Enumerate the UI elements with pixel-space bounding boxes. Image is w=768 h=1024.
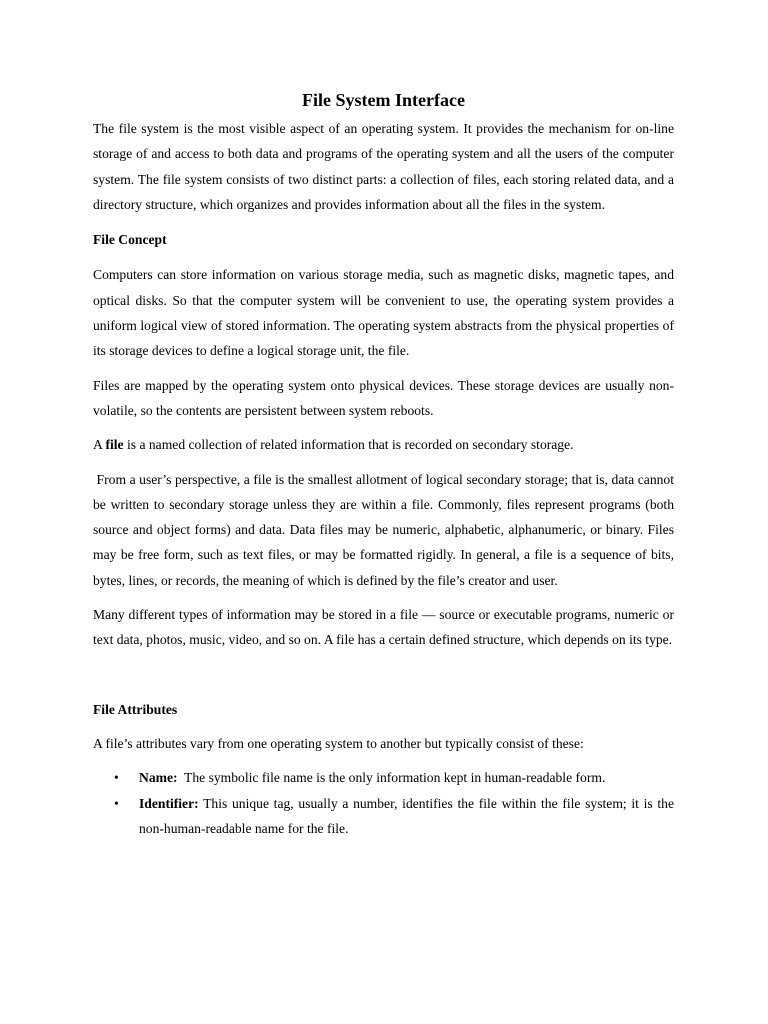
file-concept-paragraph-4: From a user’s perspective, a file is the smallest allotment of logical secondary storage; that is, data cannot be written to secondary storage unless they are within a file. Commonly, files represent programs (both source and object forms) and data. Data files may be numeric, alphabetic, alphanumeric, or binary. Files may be free form, such as text files, or may be formatted rigidly. In general, a file is a sequence of bits, bytes, lines, or records, the meaning of which is defined by the file’s creator and user. [93, 471, 674, 588]
attribute-description: The symbolic file name is the only information kept in human-readable form. [177, 770, 606, 786]
file-concept-paragraph-2: Files are mapped by the operating system onto physical devices. These storage devices are usually non-volatile, so the contents are persistent between system reboots. [93, 377, 674, 418]
bullet-icon: • [114, 795, 119, 811]
attribute-term: Name: [139, 770, 178, 786]
bullet-icon: • [114, 770, 119, 786]
file-concept-paragraph-1: Computers can store information on various storage media, such as magnetic disks, magnetic tapes, and optical disks. So that the computer system will be convenient to use, the operating system provides a uniform logical view of stored information. The operating system abstracts from the physical properties of its storage devices to define a logical storage unit, the file. [93, 267, 674, 359]
attribute-term: Identifier: [139, 795, 199, 811]
file-concept-heading: File Concept [93, 232, 167, 248]
file-definition-term: file [105, 437, 124, 453]
attribute-list [93, 765, 674, 841]
list-item [93, 791, 674, 842]
page-title: File System Interface [302, 90, 465, 110]
file-definition-paragraph [93, 432, 674, 457]
file-definition-prefix: A [93, 437, 106, 453]
file-attributes-heading: File Attributes [93, 701, 178, 717]
file-definition-text: is a named collection of related information that is recorded on secondary storage. [123, 437, 574, 453]
document-page [93, 88, 674, 841]
file-concept-paragraph-5: Many different types of information may be stored in a file — source or executable programs, numeric or text data, photos, music, video, and so on. A file has a certain defined structure, which depends on its type. [93, 607, 674, 648]
attribute-description: This unique tag, usually a number, identifies the file within the file system; it is the non-human-readable name for the file. [139, 795, 674, 836]
list-item [93, 765, 674, 790]
intro-paragraph: The file system is the most visible aspect of an operating system. It provides the mechanism for on-line storage of and access to both data and programs of the operating system and all the users of the computer system. The file system consists of two distinct parts: a collection of files, each storing related data, and a directory structure, which organizes and provides information about all the files in the system. [93, 121, 674, 212]
file-attributes-intro: A file’s attributes vary from one operating system to another but typically consist of these: [93, 735, 584, 751]
